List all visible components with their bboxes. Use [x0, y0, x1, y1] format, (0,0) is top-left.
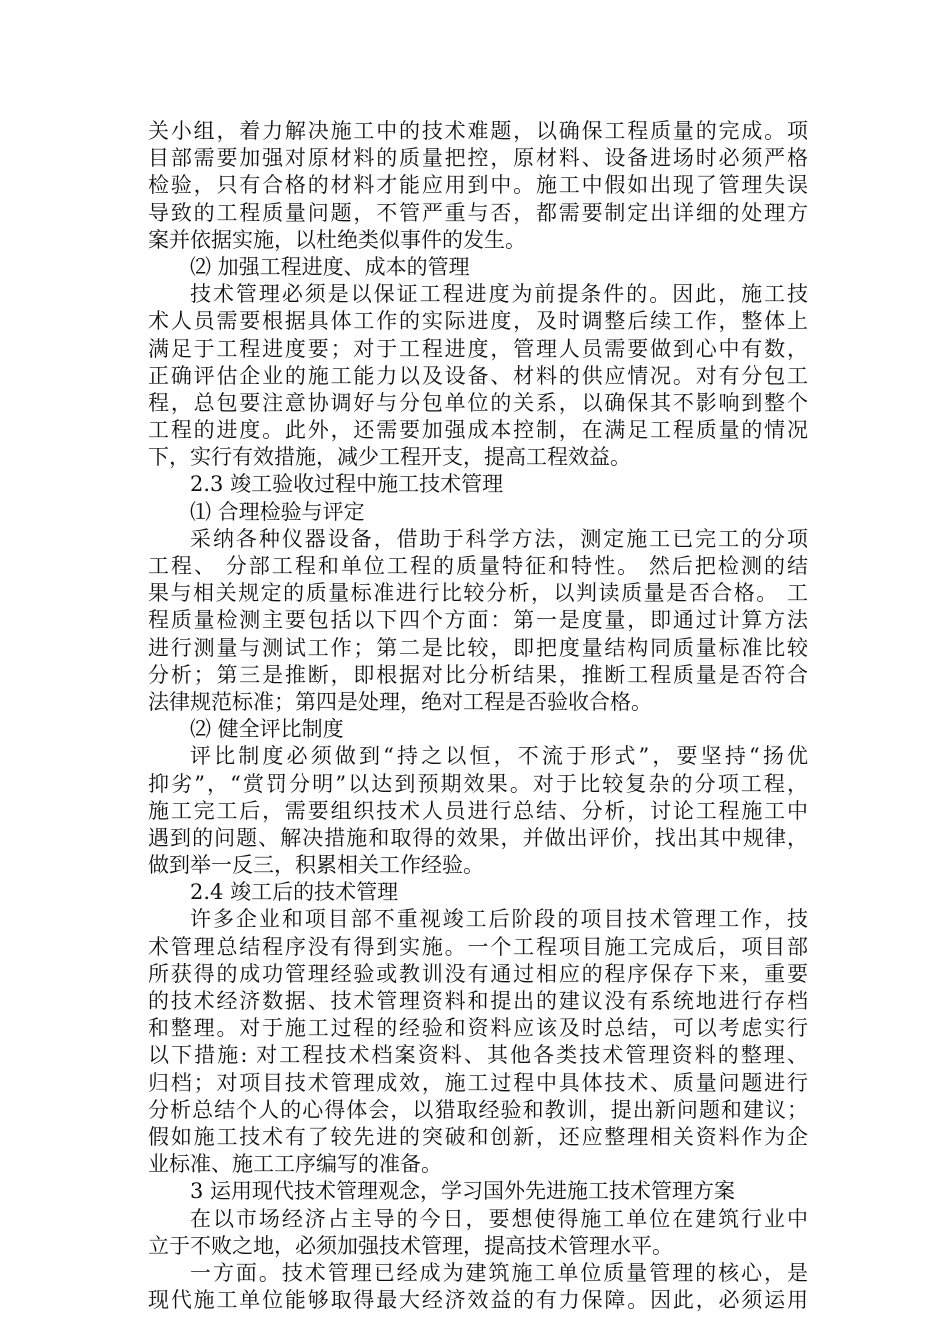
text-line: 工程、 分部工程和单位工程的质量特征和特性。 然后把检测的结 — [148, 554, 808, 578]
section-heading: 2.4 竣工后的技术管理 — [190, 880, 399, 905]
text-line: 法律规范标准；第四是处理，绝对工程是否验收合格。 — [148, 689, 652, 714]
text-line: 进行测量与测试工作；第二是比较，即把度量结构同质量标准比较 — [148, 635, 808, 660]
section-heading: ⑴ 合理检验与评定 — [190, 499, 365, 524]
section-heading: 3 运用现代技术管理观念，学习国外先进施工技术管理方案 — [190, 1179, 736, 1204]
text-line: 一方面。技术管理已经成为建筑施工单位质量管理的核心，是 — [190, 1260, 808, 1285]
text-line: 关小组，着力解决施工中的技术难题，以确保工程质量的完成。项 — [148, 119, 808, 143]
text-line: 程质量检测主要包括以下四个方面：第一是度量，即通过计算方法 — [148, 608, 808, 633]
text-line: 遇到的问题、解决措施和取得的效果，并做出评价，找出其中规律， — [148, 825, 808, 850]
text-line: 导致的工程质量问题，不管严重与否，都需要制定出详细的处理方 — [148, 200, 808, 225]
text-line: 果与相关规定的质量标准进行比较分析，以判读质量是否合格。 工 — [148, 581, 808, 606]
text-line: 正确评估企业的施工能力以及设备、材料的供应情况。对有分包工 — [148, 363, 808, 388]
text-line: 假如施工技术有了较先进的突破和创新，还应整理相关资料作为企 — [148, 1124, 808, 1149]
text-line: 现代施工单位能够取得最大经济效益的有力保障。因此，必须运用 — [148, 1288, 808, 1313]
text-line: 立于不败之地，必须加强技术管理，提高技术管理水平。 — [148, 1233, 673, 1258]
text-line: 采纳各种仪器设备，借助于科学方法，测定施工已完工的分项 — [190, 526, 808, 551]
section-heading: ⑵ 加强工程进度、成本的管理 — [190, 254, 470, 279]
section-heading: 2.3 竣工验收过程中施工技术管理 — [190, 472, 504, 497]
text-line: 术人员需要根据具体工作的实际进度，及时调整后续工作，整体上 — [148, 309, 808, 334]
text-line: 以下措施: 对工程技术档案资料、其他各类技术管理资料的整理、 — [148, 1043, 808, 1068]
text-line: 的技术经济数据、技术管理资料和提出的建议没有系统地进行存档 — [148, 989, 808, 1013]
text-line: 施工完工后，需要组织技术人员进行总结、分析，讨论工程施工中 — [148, 798, 808, 823]
text-line: 在以市场经济占主导的今日，要想使得施工单位在建筑行业中 — [190, 1206, 808, 1231]
text-line: 工程的进度。此外，还需要加强成本控制，在满足工程质量的情况 — [148, 418, 808, 443]
text-line: 程，总包要注意协调好与分包单位的关系，以确保其不影响到整个 — [148, 390, 808, 415]
text-line: 分析总结个人的心得体会，以猎取经验和教训，提出新问题和建议； — [148, 1097, 808, 1122]
text-line: 归档；对项目技术管理成效，施工过程中具体技术、质量问题进行 — [148, 1070, 808, 1095]
text-line: 评比制度必须做到“持之以恒，不流于形式”，要坚持“扬优 — [190, 744, 808, 769]
text-line: 案并依据实施，以杜绝类似事件的发生。 — [148, 227, 526, 252]
text-line: 目部需要加强对原材料的质量把控，原材料、设备进场时必须严格 — [148, 146, 808, 171]
text-line: 技术管理必须是以保证工程进度为前提条件的。因此，施工技 — [190, 282, 808, 307]
text-line: 和整理。对于施工过程的经验和资料应该及时总结，可以考虑实行 — [148, 1016, 808, 1041]
text-line: 分析；第三是推断，即根据对比分析结果，推断工程质量是否符合 — [148, 662, 808, 687]
document-page — [148, 118, 808, 1314]
text-line: 满足于工程进度要；对于工程进度，管理人员需要做到心中有数， — [148, 336, 808, 361]
section-heading: ⑵ 健全评比制度 — [190, 717, 344, 742]
text-line: 许多企业和项目部不重视竣工后阶段的项目技术管理工作，技 — [190, 907, 808, 932]
text-line: 抑劣”，“赏罚分明”以达到预期效果。对于比较复杂的分项工程， — [148, 771, 808, 796]
text-line: 做到举一反三，积累相关工作经验。 — [148, 853, 484, 878]
text-line: 业标准、施工工序编写的准备。 — [148, 1152, 442, 1177]
text-line: 术管理总结程序没有得到实施。一个工程项目施工完成后，项目部 — [148, 934, 808, 959]
text-line: 所获得的成功管理经验或教训没有通过相应的程序保存下来，重要 — [148, 961, 808, 986]
text-line: 下，实行有效措施，减少工程开支，提高工程效益。 — [148, 445, 631, 470]
text-line: 检验，只有合格的材料才能应用到中。施工中假如出现了管理失误 — [148, 173, 808, 198]
